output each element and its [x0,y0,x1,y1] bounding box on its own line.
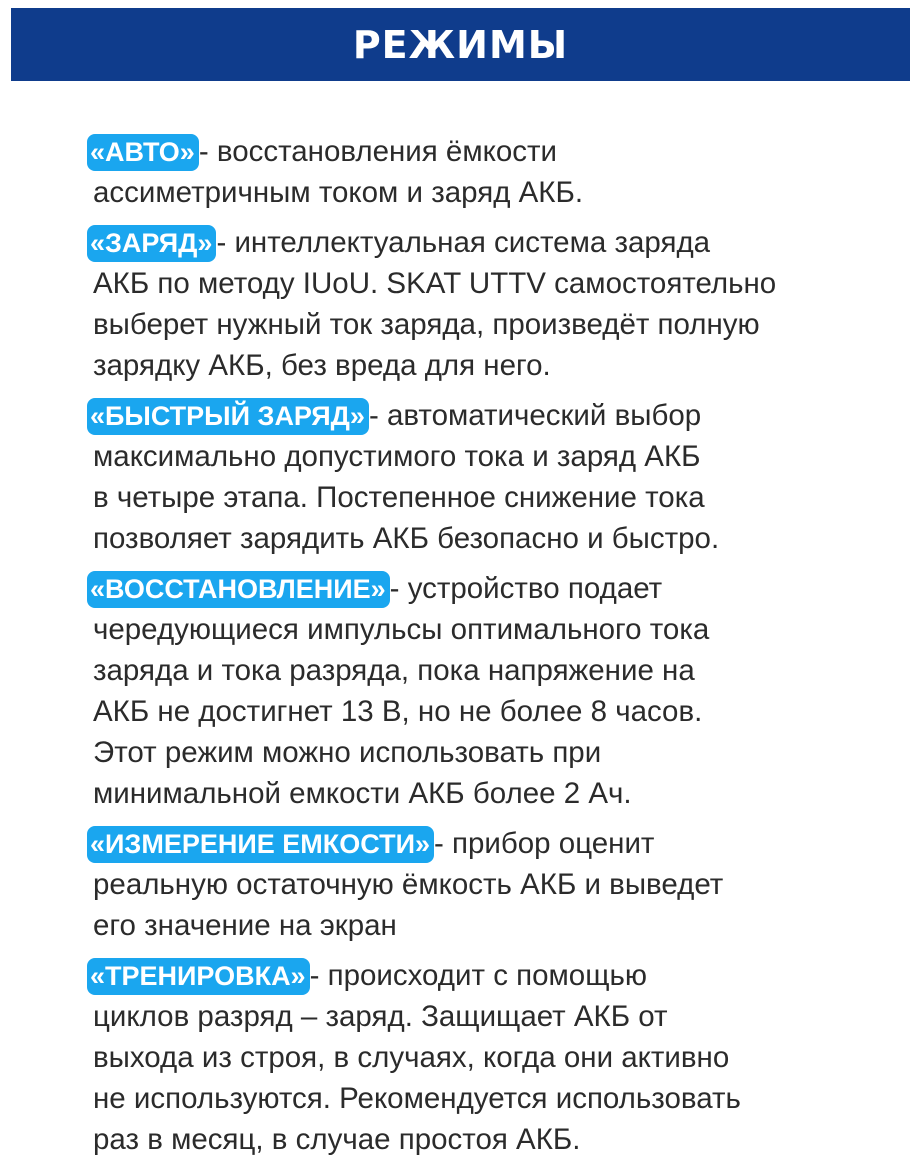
mode-first-line [90,568,893,609]
mode-description-line: АКБ не достигнет 13 В, но не более 8 часов. [93,695,703,728]
modes-list [90,131,893,1160]
mode-label-badge: «ИЗМЕРЕНИЕ ЕМКОСТИ» [87,826,434,863]
mode-label-badge: «ТРЕНИРОВКА» [87,958,310,995]
mode-description-line: - прибор оценит [434,827,655,860]
mode-description-line: максимально допустимого тока и заряд АКБ [93,440,701,473]
mode-training [90,955,893,1160]
mode-description-line: минимальной емкости АКБ более 2 Ач. [93,777,632,810]
mode-description-line: раз в месяц, в случае простоя АКБ. [93,1123,581,1156]
mode-first-line [90,131,893,172]
mode-description-line: Этот режим можно использовать при [93,736,602,769]
mode-description-line: позволяет зарядить АКБ безопасно и быстро. [93,522,720,555]
mode-recovery [90,568,893,814]
mode-label-badge: «БЫСТРЫЙ ЗАРЯД» [87,398,369,435]
mode-description-line: - происходит с помощью [309,959,647,992]
mode-description-line: заряда и тока разряда, пока напряжение на [93,654,695,687]
mode-description-line: не используются. Рекомендуется использовать [93,1082,741,1115]
mode-description-line: чередующиеся импульсы оптимального тока [93,613,710,646]
mode-description-line: циклов разряд – заряд. Защищает АКБ от [93,1000,668,1033]
mode-description-line: в четыре этапа. Постепенное снижение тока [93,481,705,514]
mode-description-line: - устройство подает [389,572,663,605]
mode-first-line [90,955,893,996]
mode-charge [90,222,893,386]
mode-first-line [90,222,893,263]
mode-description-line: ассиметричным током и заряд АКБ. [93,176,584,209]
mode-label-badge: «ЗАРЯД» [87,225,216,262]
mode-fast-charge [90,395,893,559]
mode-description-line: реальную остаточную ёмкость АКБ и выведет [93,868,724,901]
mode-description-line: - интеллектуальная система заряда [216,226,711,259]
mode-description-line: - восстановления ёмкости [198,135,558,168]
mode-description-line: - автоматический выбор [368,399,702,432]
header-banner [11,8,910,81]
mode-description-line: зарядку АКБ, без вреда для него. [93,349,551,382]
mode-description-line: выберет нужный ток заряда, произведёт полную [93,308,760,341]
mode-description-line: его значение на экран [93,909,397,942]
mode-capacity-measurement [90,823,893,946]
mode-label-badge: «ВОССТАНОВЛЕНИЕ» [87,571,390,608]
mode-description-line: АКБ по методу IUoU. SKAT UTTV самостоятельно [93,267,777,300]
mode-first-line [90,823,893,864]
mode-label-badge: «АВТО» [87,134,199,171]
mode-first-line [90,395,893,436]
mode-auto [90,131,893,213]
page-title: РЕЖИМЫ [352,22,569,67]
mode-description-line: выхода из строя, в случаях, когда они активно [93,1041,730,1074]
